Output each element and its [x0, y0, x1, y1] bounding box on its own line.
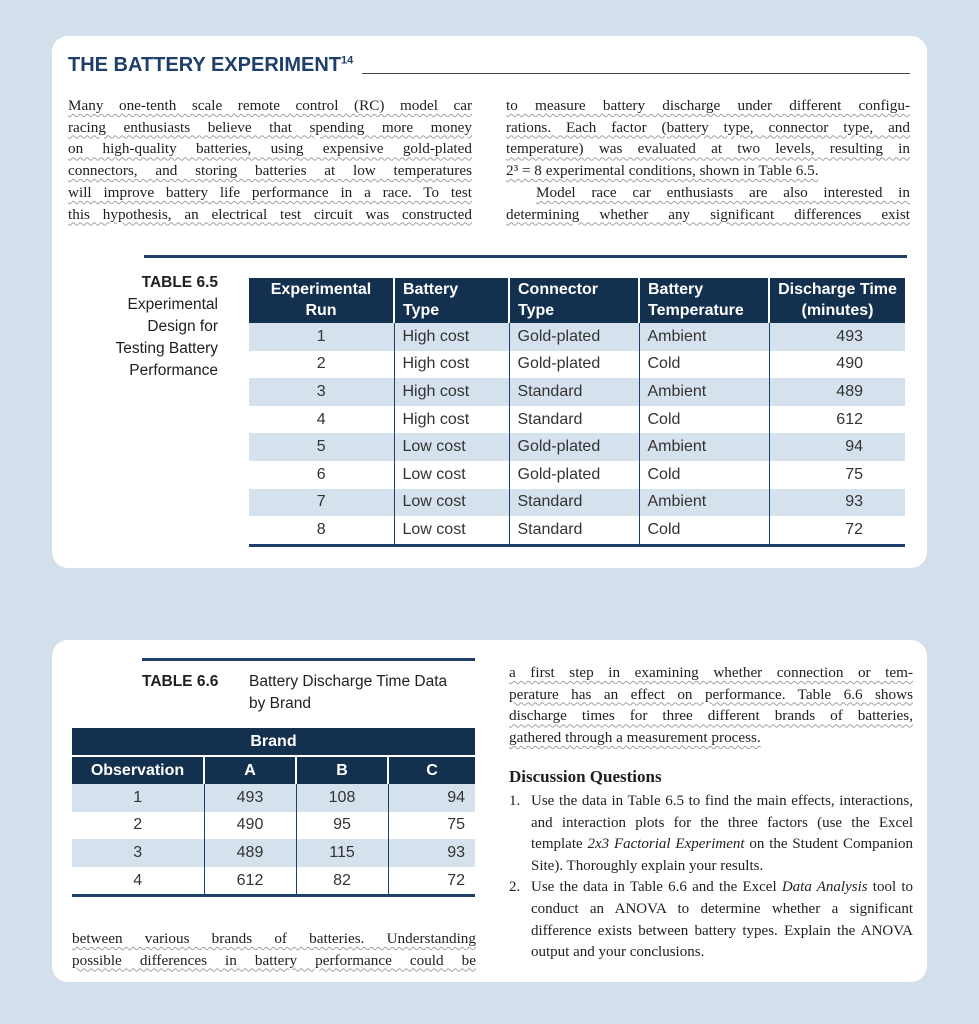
cell-run: 5: [249, 433, 394, 461]
cell-connector-type: Standard: [509, 378, 639, 406]
cell-temperature: Ambient: [639, 433, 769, 461]
table-6-6-caption: [249, 671, 475, 715]
table-row: [249, 378, 905, 406]
col-header-battery-type: Battery Type: [394, 278, 509, 323]
text-line: possible differences in battery performance could be: [72, 951, 476, 969]
cell-run: 4: [316, 410, 326, 428]
table-6-6: [72, 728, 475, 897]
bottom-panel: [52, 640, 927, 982]
cell-run: 3: [249, 378, 394, 406]
caption-line: Performance: [129, 362, 218, 379]
col-header-battery-temperature: Battery Temperature: [639, 278, 769, 323]
table-row: [72, 867, 475, 896]
text-line: connectors, and storing batteries at low temperatures: [68, 162, 472, 180]
cell-observation: 4: [72, 867, 204, 896]
col-header-brand-a: A: [204, 756, 296, 784]
text-line: a first step in examining whether connection or tem-: [509, 664, 913, 681]
table-header-row: [249, 278, 905, 323]
text-line: determining whether any significant differences exist: [506, 205, 910, 223]
cell-temperature: Ambient: [639, 323, 769, 351]
text-line: discharge times for three different brands of batteries,: [509, 707, 913, 725]
cell-brand-c: 93: [388, 839, 475, 867]
cell-run: 7: [249, 489, 394, 517]
cell-battery-type: Low cost: [394, 461, 509, 489]
table-row: [249, 461, 905, 489]
table-row: [249, 433, 905, 461]
text-line: gathered through a measurement process.: [509, 729, 761, 747]
cell-run: 1: [249, 323, 394, 351]
text-line: Many one-tenth scale remote control (RC) model car: [68, 97, 472, 114]
table-6-5-caption: [92, 272, 218, 382]
cell-discharge: 72: [769, 516, 905, 545]
item-number: 2.: [509, 879, 521, 896]
discussion-list: [509, 791, 913, 964]
text-line: rations. Each factor (battery type, connector type, and: [506, 118, 910, 136]
col-header-connector-type: Connector Type: [509, 278, 639, 323]
cell-brand-a: 489: [204, 839, 296, 867]
table-6-5: [249, 278, 905, 547]
cell-brand-b: 95: [296, 812, 388, 840]
text-line: this hypothesis, an electrical test circuit was constructed: [68, 205, 472, 223]
table-6-6-top-rule: [142, 658, 475, 661]
cell-discharge: 93: [769, 489, 905, 517]
cell-temperature: Cold: [639, 406, 769, 434]
cell-connector-type: Gold-plated: [509, 433, 639, 461]
caption-line: Battery Discharge Time Data: [249, 673, 448, 690]
cell-brand-b: 115: [296, 839, 388, 867]
cell-connector-type: Gold-plated: [509, 323, 639, 351]
cell-observation: 2: [133, 816, 143, 834]
col-group-header-brand: Brand: [72, 728, 475, 756]
top-panel: [52, 36, 927, 568]
text-line: to measure battery discharge under different configu-: [506, 97, 910, 114]
title-rule: [362, 73, 910, 74]
col-header-discharge-time: Discharge Time (minutes): [769, 278, 905, 323]
table-row: [249, 351, 905, 379]
cell-connector-type: Standard: [509, 489, 639, 517]
cell-brand-b: 82: [296, 867, 388, 896]
cell-discharge: 490: [769, 351, 905, 379]
table-row: [249, 323, 905, 351]
item-text: tool to conduct an ANOVA to determine whether a significant difference exists between battery types. Explain the ANOVA output and your conclusions.: [531, 879, 913, 961]
cell-battery-type: Low cost: [394, 489, 509, 517]
cell-temperature: Ambient: [639, 489, 769, 517]
cell-brand-b: 108: [296, 784, 388, 812]
text-line: temperature) was evaluated at two levels, resulting in: [506, 140, 910, 158]
cell-discharge: 75: [769, 461, 905, 489]
cell-discharge: 612: [769, 406, 905, 434]
cell-connector-type: Gold-plated: [509, 351, 639, 379]
cell-temperature: Cold: [639, 516, 769, 545]
cell-discharge: 94: [769, 433, 905, 461]
table-row: [72, 784, 475, 812]
text-line: perature has an effect on performance. Table 6.6 shows: [509, 685, 913, 703]
caption-line: Testing Battery: [115, 340, 218, 357]
intro-left-column: [68, 95, 472, 225]
table-row: [72, 839, 475, 867]
cell-brand-c: 94: [388, 784, 475, 812]
discussion-item: [509, 877, 913, 963]
table-row: [249, 406, 905, 434]
caption-line: Experimental: [127, 296, 218, 313]
cell-battery-type: High cost: [394, 406, 509, 434]
cell-temperature: Cold: [639, 461, 769, 489]
item-emphasis: Data Analysis: [781, 879, 868, 896]
item-emphasis: 2x3 Factorial Experiment: [587, 836, 745, 853]
continuation-left-column: [72, 928, 476, 971]
table-6-6-label: TABLE 6.6: [142, 673, 219, 690]
intro-right-column: [506, 95, 910, 225]
item-text: Use the data in Table 6.5 to find the main effects, interactions, and interaction plots for the three factors (use the Excel template: [531, 793, 913, 853]
caption-line: Design for: [147, 318, 218, 335]
table-header-row: [72, 756, 475, 784]
cell-connector-type: Standard: [509, 516, 639, 545]
cell-observation: 1: [72, 784, 204, 812]
text-line: on high-quality batteries, using expensive gold-plated: [68, 140, 472, 158]
cell-brand-a: 493: [204, 784, 296, 812]
text-line: will improve battery life performance in a race. To test: [68, 183, 472, 201]
cell-brand-c: 72: [388, 867, 475, 896]
caption-line: by Brand: [249, 695, 312, 712]
col-header-run: Experimental Run: [249, 278, 394, 323]
cell-brand-a: 612: [204, 867, 296, 896]
table-6-5-label: TABLE 6.5: [141, 274, 218, 291]
cell-connector-type: Standard: [509, 406, 639, 434]
cell-battery-type: High cost: [394, 378, 509, 406]
col-header-brand-b: B: [296, 756, 388, 784]
continuation-right-column: [509, 662, 913, 749]
text-line: between various brands of batteries. Understanding: [72, 930, 476, 947]
item-text: Use the data in Table 6.6 and the Excel: [531, 879, 782, 896]
footnote-marker: 14: [341, 54, 354, 67]
item-number: 1.: [509, 793, 521, 809]
cell-battery-type: Low cost: [394, 433, 509, 461]
cell-observation: 3: [72, 839, 204, 867]
section-title-text: THE BATTERY EXPERIMENT: [68, 54, 341, 76]
cell-temperature: Cold: [639, 351, 769, 379]
cell-run: 6: [316, 465, 326, 483]
cell-brand-a: 490: [204, 812, 296, 840]
text-line: 2³ = 8 experimental conditions, shown in Table 6.5.: [506, 162, 819, 180]
cell-run: 2: [316, 355, 326, 373]
cell-discharge: 493: [769, 323, 905, 351]
cell-temperature: Ambient: [639, 378, 769, 406]
col-header-observation: Observation: [72, 756, 204, 784]
cell-brand-c: 75: [388, 812, 475, 840]
text-line: Model race car enthusiasts are also interested in: [536, 183, 910, 201]
table-6-5-top-rule: [144, 255, 907, 258]
cell-connector-type: Gold-plated: [509, 461, 639, 489]
cell-run: 8: [249, 516, 394, 545]
text-line: racing enthusiasts believe that spending more money: [68, 118, 472, 136]
col-header-brand-c: C: [388, 756, 475, 784]
discussion-title: Discussion Questions: [509, 767, 662, 786]
table-group-header-row: [72, 728, 475, 756]
cell-battery-type: High cost: [394, 323, 509, 351]
table-row: [249, 516, 905, 545]
cell-battery-type: High cost: [394, 351, 509, 379]
cell-battery-type: Low cost: [394, 516, 509, 545]
table-row: [72, 812, 475, 840]
item-text: on the Student Companion Site). Thoroughly explain your results.: [531, 836, 913, 874]
discussion-item: [509, 791, 913, 877]
section-title: [68, 54, 353, 77]
cell-discharge: 489: [769, 378, 905, 406]
table-row: [249, 489, 905, 517]
